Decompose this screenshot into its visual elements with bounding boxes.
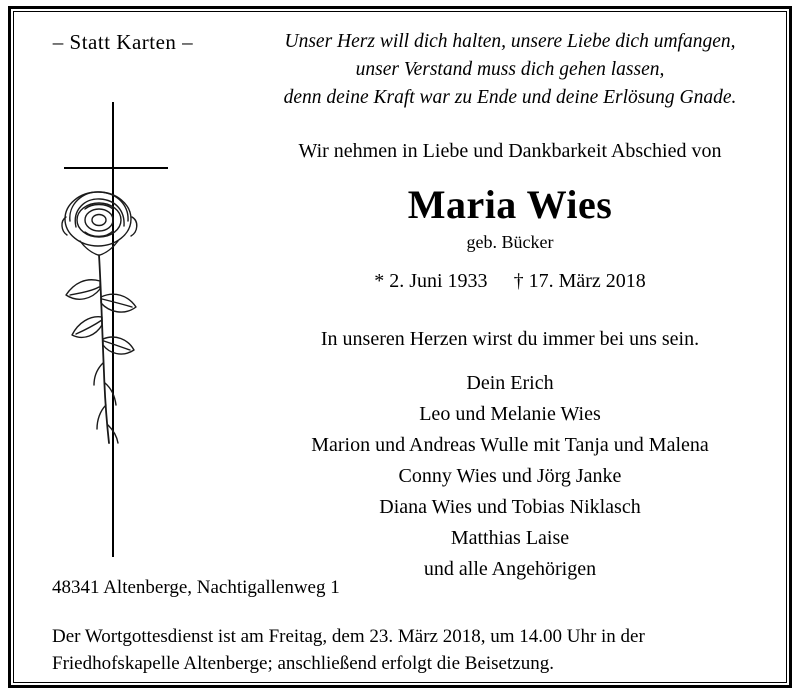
rose-icon [52, 177, 172, 447]
service-line-2: Friedhofskapelle Altenberge; anschließend erfolgt die Beisetzung. [52, 653, 554, 674]
service-line-1: Der Wortgottesdienst ist am Freitag, dem 23. März 2018, um 14.00 Uhr in der [52, 626, 645, 647]
statt-karten-heading: – Statt Karten – [52, 30, 194, 54]
list-item: Marion und Andreas Wulle mit Tanja und Malena [311, 434, 709, 456]
death-date: † 17. März 2018 [513, 270, 646, 292]
footer-block [52, 576, 768, 677]
poem-line-3: denn deine Kraft war zu Ende und deine Erlösung Gnade. [283, 87, 737, 108]
deceased-name: Maria Wies [407, 182, 613, 227]
cross-horizontal-bar [64, 167, 168, 169]
life-dates [236, 268, 784, 294]
poem-line-1: Unser Herz will dich halten, unsere Liebe dich umfangen, [284, 31, 736, 52]
list-item: Matthias Laise [450, 527, 570, 549]
list-item: Dein Erich [466, 372, 554, 394]
service-details [52, 623, 768, 677]
poem-line-2: unser Verstand muss dich gehen lassen, [355, 59, 665, 80]
birth-date: * 2. Juni 1933 [374, 270, 488, 292]
survivors-list [236, 368, 784, 585]
maiden-name: geb. Bücker [466, 232, 554, 252]
list-item: Conny Wies und Jörg Janke [398, 465, 622, 487]
card-content [14, 12, 786, 682]
list-item: Diana Wies und Tobias Niklasch [379, 496, 641, 518]
poem-block [236, 28, 784, 112]
address-line: 48341 Altenberge, Nachtigallenweg 1 [52, 577, 340, 598]
right-column [236, 12, 784, 585]
intro-line: Wir nehmen in Liebe und Dankbarkeit Abschied von [298, 140, 722, 162]
left-column [14, 12, 222, 572]
list-item: Leo und Melanie Wies [419, 403, 601, 425]
cross-icon [14, 102, 222, 562]
memorial-line: In unseren Herzen wirst du immer bei uns sein. [320, 328, 700, 350]
list-item: und alle Angehörigen [423, 558, 597, 580]
